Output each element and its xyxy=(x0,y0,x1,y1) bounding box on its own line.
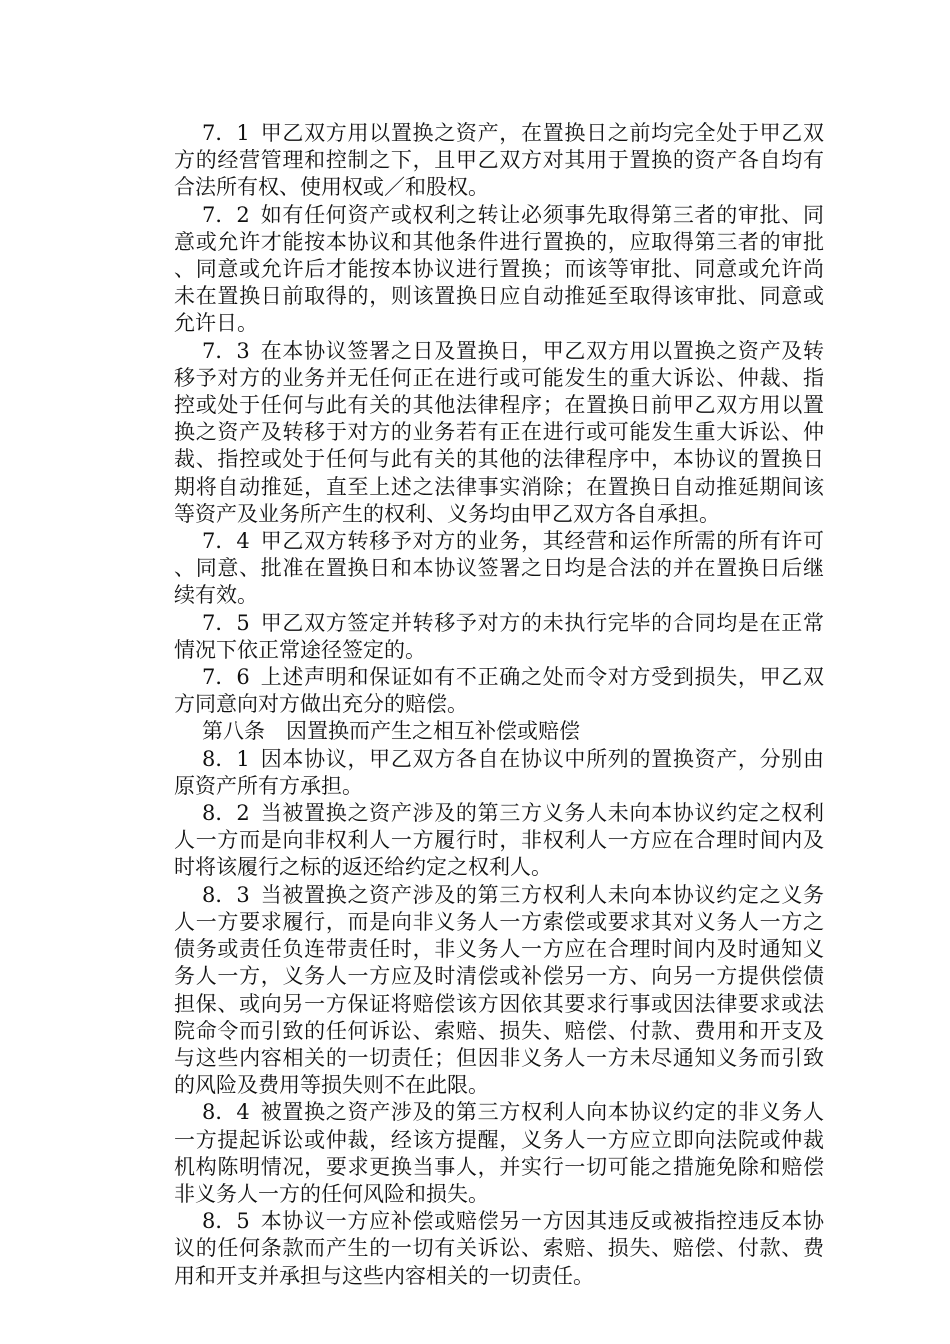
clause-number: 7．5 xyxy=(202,610,250,635)
clause-7-1 xyxy=(174,120,824,202)
clause-number: 8．2 xyxy=(202,801,250,826)
document-body xyxy=(174,120,824,1290)
clause-text: 当被置换之资产涉及的第三方义务人未向本协议约定之权利人一方而是向非权利人一方履行时，非权利人一方应在合理时间内及时将该履行之标的返还给约定之权利人。 xyxy=(174,801,824,880)
clause-number: 8．4 xyxy=(202,1100,250,1125)
clause-text: 如有任何资产或权利之转让必须事先取得第三者的审批、同意或允许才能按本协议和其他条件进行置换的，应取得第三者的审批、同意或允许后才能按本协议进行置换；而该等审批、同意或允许尚未在置换日前取得的，则该置换日应自动推延至取得该审批、同意或允许日。 xyxy=(174,202,824,336)
clause-number: 7．3 xyxy=(202,338,250,363)
clause-text: 在本协议签署之日及置换日，甲乙双方用以置换之资产及转移予对方的业务并无任何正在进行或可能发生的重大诉讼、仲裁、指控或处于任何与此有关的其他法律程序；在置换日前甲乙双方用以置换之资产及转移于对方的业务若有正在进行或可能发生重大诉讼、仲裁、指控或处于任何与此有关的其他的法律程序中，本协议的置换日期将自动推延，直至上述之法律事实消除；在置换日自动推延期间该等资产及业务所产生的权利、义务均由甲乙双方各自承担。 xyxy=(174,338,824,526)
clause-text: 被置换之资产涉及的第三方权利人向本协议约定的非义务人一方提起诉讼或仲裁，经该方提醒，义务人一方应立即向法院或仲裁机构陈明情况，要求更换当事人，并实行一切可能之措施免除和赔偿非义务人一方的任何风险和损失。 xyxy=(174,1100,824,1206)
clause-7-5 xyxy=(174,610,824,664)
clause-text: 甲乙双方转移予对方的业务，其经营和运作所需的所有许可、同意、批准在置换日和本协议签署之日均是合法的并在置换日后继续有效。 xyxy=(174,529,824,608)
clause-text: 因本协议，甲乙双方各自在协议中所列的置换资产，分别由原资产所有方承担。 xyxy=(174,746,824,798)
clause-8-3 xyxy=(174,882,824,1100)
clause-number: 7．1 xyxy=(202,121,250,145)
clause-8-1 xyxy=(174,746,824,800)
clause-number: 8．5 xyxy=(202,1209,250,1234)
clause-number: 7．6 xyxy=(202,665,250,690)
clause-7-6 xyxy=(174,664,824,718)
clause-number: 8．3 xyxy=(202,882,250,907)
clause-number: 7．2 xyxy=(202,202,250,227)
clause-text: 当被置换之资产涉及的第三方权利人未向本协议约定之义务人一方要求履行，而是向非义务人一方索偿或要求其对义务人一方之债务或责任负连带责任时，非义务人一方应在合理时间内及时通知义务人一方，义务人一方应及时清偿或补偿另一方、向另一方提供偿债担保、或向另一方保证将赔偿该方因依其要求行事或因法律要求或法院命令而引致的任何诉讼、索赔、损失、赔偿、付款、费用和开支及与这些内容相关的一切责任；但因非义务人一方未尽通知义务而引致的风险及费用等损失则不在此限。 xyxy=(174,882,824,1098)
clause-7-2 xyxy=(174,202,824,338)
article-title: 因置换而产生之相互补偿或赔偿 xyxy=(286,719,580,744)
article-8-heading xyxy=(174,718,824,745)
article-label: 第八条 xyxy=(202,719,265,744)
clause-8-2 xyxy=(174,800,824,882)
clause-text: 本协议一方应补偿或赔偿另一方因其违反或被指控违反本协议的任何条款而产生的一切有关诉讼、索赔、损失、赔偿、付款、费用和开支并承担与这些内容相关的一切责任。 xyxy=(174,1209,824,1288)
clause-text: 甲乙双方签定并转移予对方的未执行完毕的合同均是在正常情况下依正常途径签定的。 xyxy=(174,610,824,662)
clause-8-5 xyxy=(174,1208,824,1290)
clause-number: 7．4 xyxy=(202,529,250,554)
clause-text: 上述声明和保证如有不正确之处而令对方受到损失，甲乙双方同意向对方做出充分的赔偿。 xyxy=(174,665,824,717)
clause-8-4 xyxy=(174,1099,824,1208)
clause-text: 甲乙双方用以置换之资产，在置换日之前均完全处于甲乙双方的经营管理和控制之下，且甲乙双方对其用于置换的资产各自均有合法所有权、使用权或／和股权。 xyxy=(174,121,824,200)
clause-number: 8．1 xyxy=(202,746,250,771)
clause-7-3 xyxy=(174,338,824,528)
clause-7-4 xyxy=(174,528,824,610)
